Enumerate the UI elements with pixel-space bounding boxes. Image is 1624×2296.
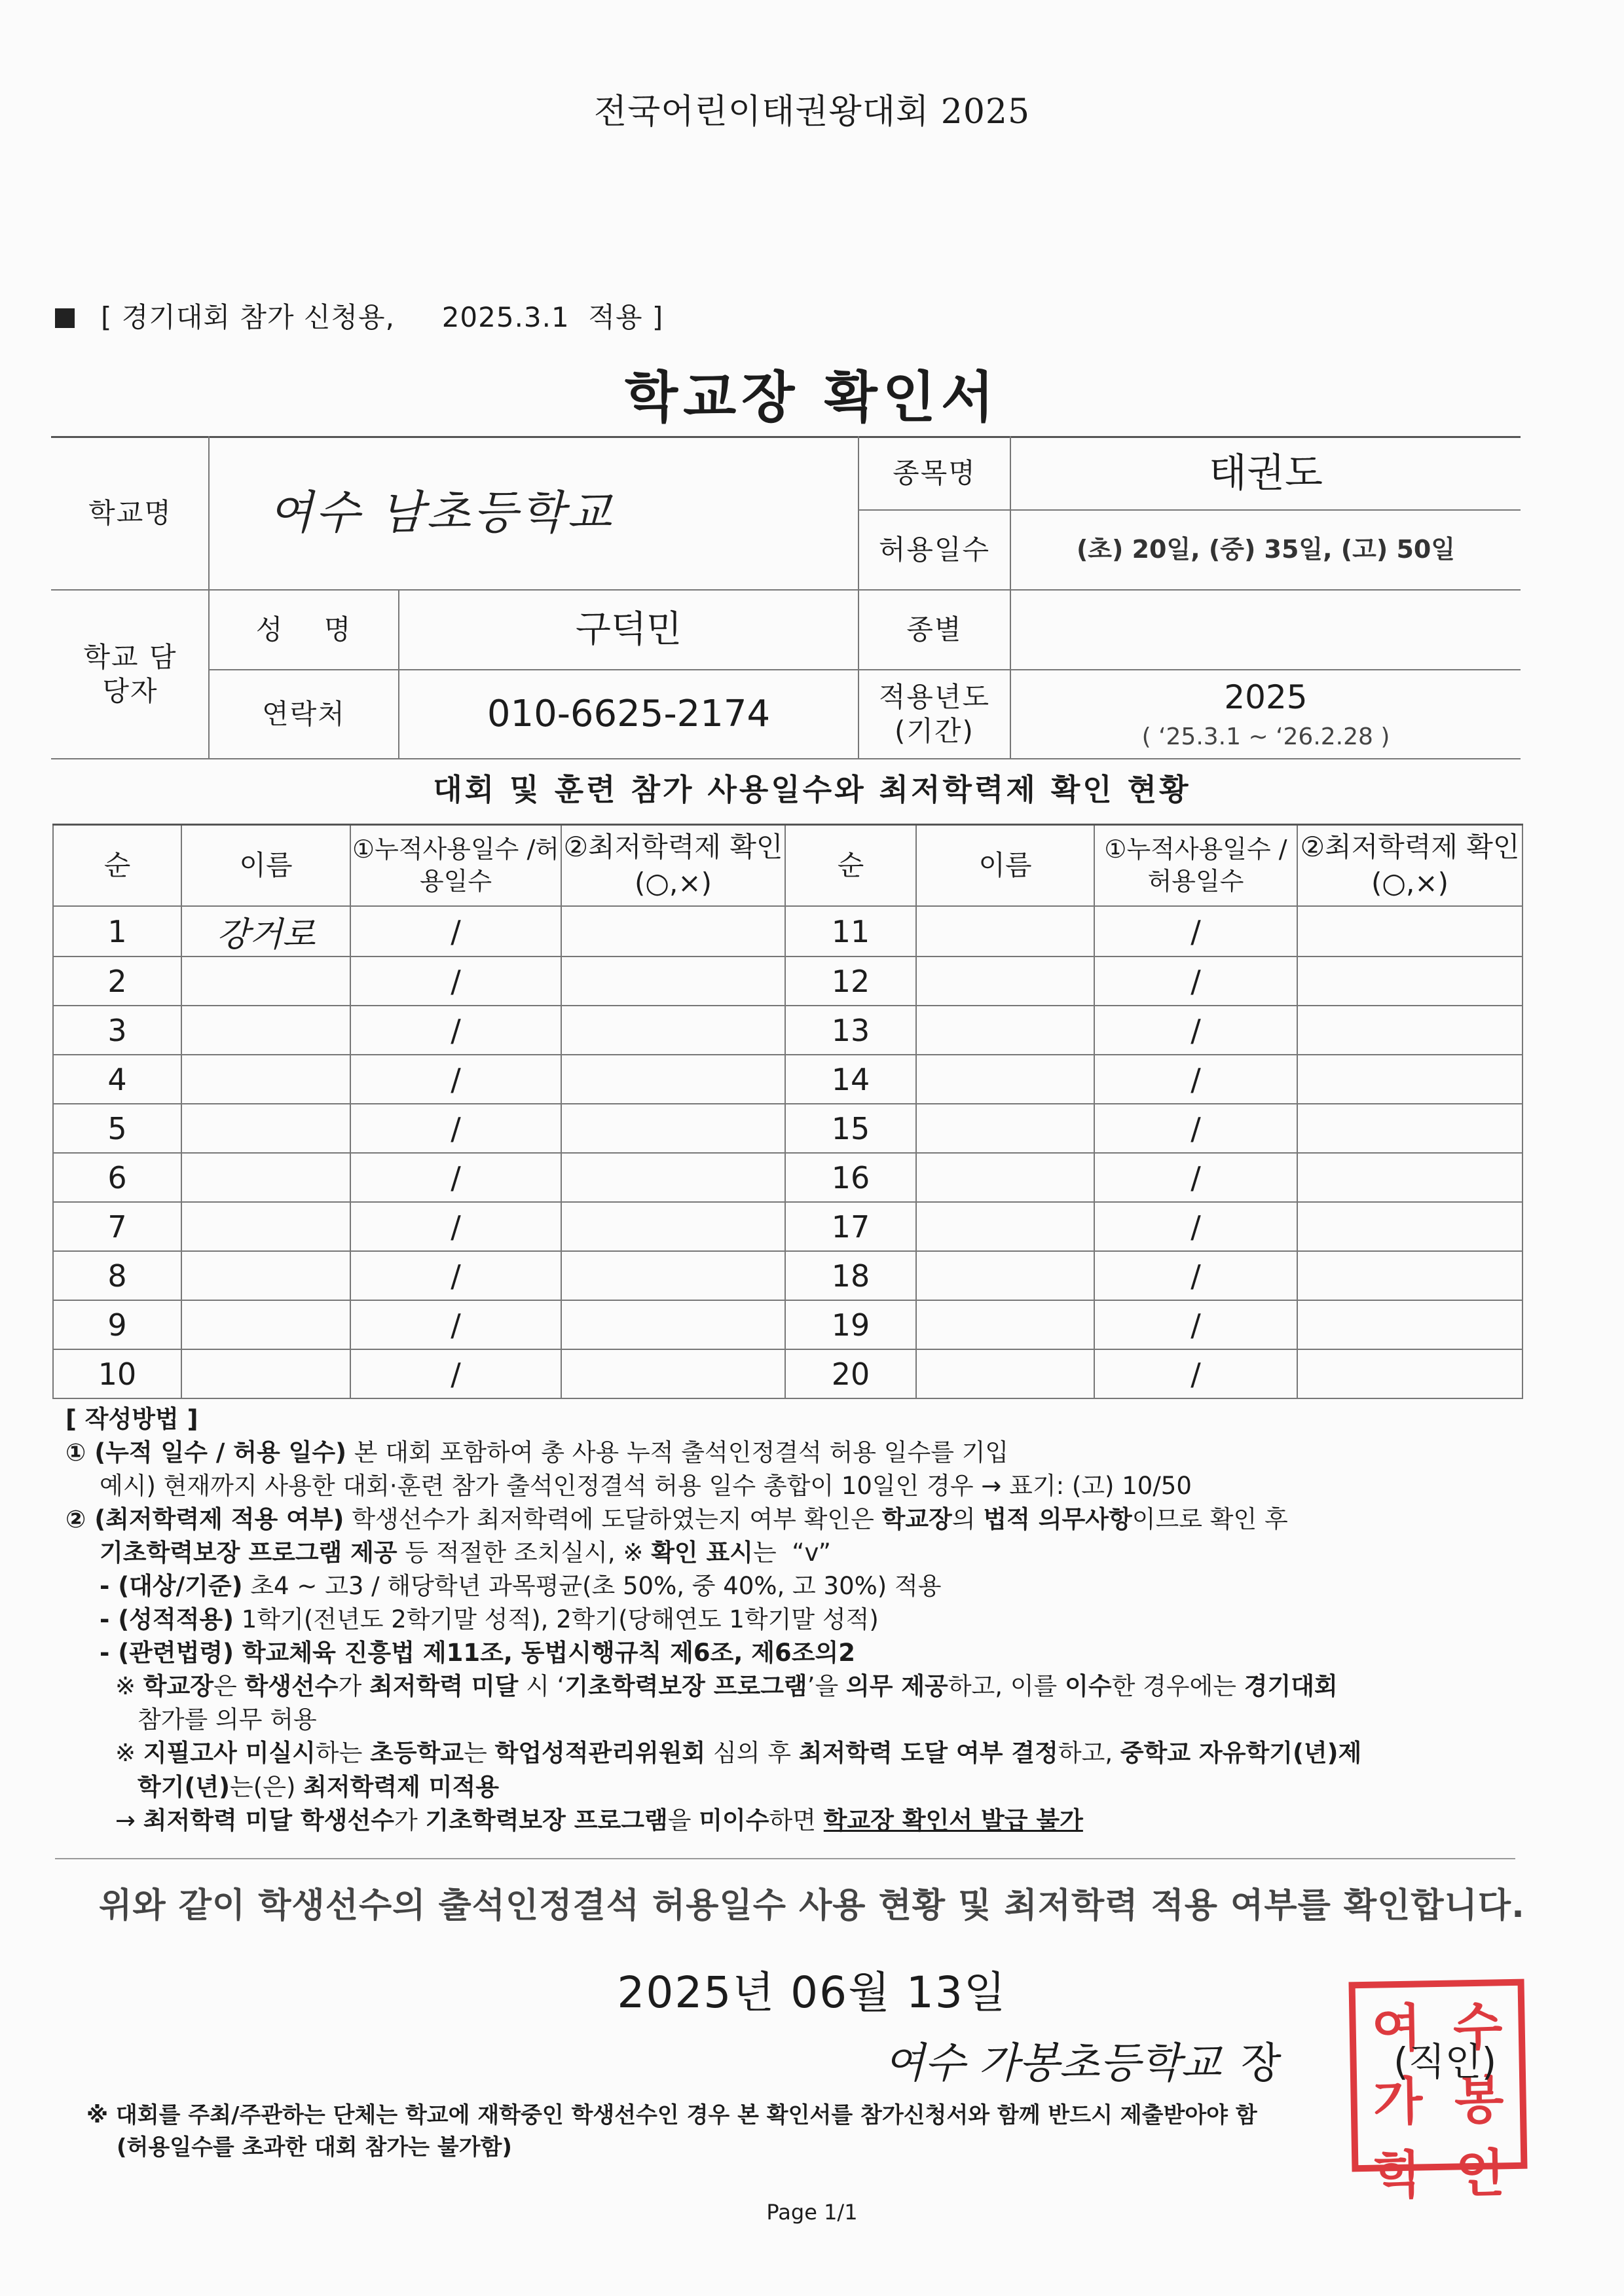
year-value: 2025 (1224, 678, 1308, 717)
header-name: 이름 (181, 825, 350, 907)
inst-1-title: ① (누적 일수 / 허용 일수) (65, 1438, 347, 1467)
student-no-cell: 12 (785, 957, 916, 1006)
header-name: 이름 (916, 825, 1094, 907)
student-no-cell: 7 (53, 1202, 181, 1251)
student-no-cell: 18 (785, 1251, 916, 1300)
table-row (53, 1349, 1522, 1398)
table-row (53, 1202, 1522, 1251)
header-no: 순 (785, 825, 916, 907)
seal-char: 봉 (1454, 2071, 1505, 2131)
student-check-cell (561, 1006, 785, 1055)
inst-bullet-law: - (관련법령) 학교체육 진흥법 제11조, 동법시행규칙 제6조, 제6조의2 (100, 1639, 855, 1667)
header-check: ②최저학력제 확인(○,×) (1297, 825, 1522, 907)
student-check-cell (561, 1153, 785, 1202)
inst-note-2: ※ 지필고사 미실시하는 초등학교는 학업성적관리위원회 심의 후 최저학력 도달 여부 결정하고, 중학교 자유학기(년)제 (115, 1739, 1362, 1768)
student-check-cell (1297, 1006, 1522, 1055)
year-period: ( ‘25.3.1 ~ ‘26.2.28 ) (1141, 723, 1390, 750)
footnote-line-1: ※ 대회를 주최/주관하는 단체는 학교에 재학중인 학생선수인 경우 본 확인서를 참가신청서와 함께 반드시 제출받아야 함 (86, 2102, 1257, 2128)
inst-bullet-grades: 1학기(전년도 2학기말 성적), 2학기(당해연도 1학기말 성적) (234, 1605, 879, 1634)
student-no-cell: 6 (53, 1153, 181, 1202)
student-no-cell: 13 (785, 1006, 916, 1055)
student-check-cell (561, 1104, 785, 1153)
table-row (53, 1104, 1522, 1153)
seal-char: 학 (1374, 2145, 1425, 2206)
inst-2-text: 확인 표시 (651, 1539, 754, 1567)
category-label: 종별 (906, 613, 963, 646)
student-no-cell: 2 (53, 957, 181, 1006)
inst-2-text: 학생선수가 최저학력에 도달하였는지 여부 확인은 (344, 1505, 882, 1534)
student-no-cell: 1 (53, 906, 181, 957)
inst-2-title: ② (최저학력제 적용 여부) (65, 1505, 344, 1534)
student-name-cell (181, 1251, 350, 1300)
student-no-cell: 8 (53, 1251, 181, 1300)
student-days-cell: / (1094, 1349, 1297, 1398)
student-name-cell (916, 1202, 1094, 1251)
student-days-cell: / (350, 1251, 561, 1300)
inst-note-2-cont: 학기(년)는(은) 최저학력제 미적용 (138, 1772, 499, 1801)
seal-char: 가 (1373, 2072, 1424, 2132)
footnote-line-2: (허용일수를 초과한 대회 참가는 불가함) (117, 2134, 512, 2161)
student-name-cell (916, 1006, 1094, 1055)
student-check-cell (1297, 957, 1522, 1006)
student-name-cell (916, 1349, 1094, 1398)
student-check-cell (561, 1202, 785, 1251)
contact-person-label: 학교 담당자 (83, 640, 177, 707)
instructions (65, 1402, 1532, 1837)
student-days-cell: / (350, 906, 561, 957)
seal-char: 인 (1455, 2144, 1506, 2204)
student-no-cell: 11 (785, 906, 916, 957)
inst-note-1: ※ 학교장은 학생선수가 최저학력 미달 시 ‘기초학력보장 프로그램’을 의무 제공하고, 이를 이수한 경우에는 경기대회 (115, 1672, 1338, 1701)
student-days-cell: / (350, 1055, 561, 1104)
student-check-cell (1297, 1153, 1522, 1202)
student-name-cell: 강거로 (181, 906, 350, 957)
student-name-cell (181, 1055, 350, 1104)
seal-char: 수 (1452, 1997, 1504, 2058)
year-label: 적용년도 (기간) (878, 680, 991, 747)
square-bullet-icon (55, 308, 75, 328)
student-days-cell: / (1094, 1055, 1297, 1104)
header-no: 순 (53, 825, 181, 907)
student-no-cell: 9 (53, 1300, 181, 1349)
student-no-cell: 20 (785, 1349, 916, 1398)
student-name-cell (181, 1202, 350, 1251)
student-no-cell: 16 (785, 1153, 916, 1202)
year-cell (1011, 670, 1521, 758)
phone-value: 010-6625-2174 (487, 693, 771, 735)
student-check-cell (1297, 1104, 1522, 1153)
signature-line (884, 2030, 1282, 2090)
student-name-cell (916, 1153, 1094, 1202)
student-days-cell: / (350, 1006, 561, 1055)
inst-arrow-note: → 최저학력 미달 학생선수가 기초학력보장 프로그램을 미이수하면 학교장 확인서 발급 불가 (115, 1806, 1083, 1834)
student-days-cell: / (350, 1153, 561, 1202)
student-days-cell: / (350, 957, 561, 1006)
student-days-cell: / (350, 1300, 561, 1349)
student-days-cell: / (1094, 1300, 1297, 1349)
table-row (53, 957, 1522, 1006)
student-days-cell: / (1094, 1153, 1297, 1202)
page-number: Page 1/1 (766, 2200, 858, 2225)
header-days: ①누적사용일수 /허용일수 (350, 825, 561, 907)
student-name-cell (916, 1055, 1094, 1104)
inst-bullet-grades: - (성적적용) (100, 1605, 234, 1634)
student-no-cell: 5 (53, 1104, 181, 1153)
student-days-cell: / (1094, 957, 1297, 1006)
applied-line-text: [ 경기대회 참가 신청용, 2025.3.1 적용 ] (101, 301, 664, 333)
divider (55, 1858, 1515, 1859)
student-check-cell (1297, 1349, 1522, 1398)
student-check-cell (1297, 1055, 1522, 1104)
inst-bullet-target: - (대상/기준) (100, 1572, 243, 1601)
inst-1-example: 예시) 현재까지 사용한 대회·훈련 참가 출석인정결석 허용 일수 총합이 10일인 경우 → 표기: (고) 10/50 (100, 1472, 1192, 1501)
instructions-heading: [ 작성방법 ] (65, 1405, 198, 1433)
student-check-cell (1297, 1300, 1522, 1349)
inst-2-text: 기초학력보장 프로그램 제공 (100, 1539, 397, 1567)
student-days-cell: / (1094, 1251, 1297, 1300)
student-name-cell (916, 957, 1094, 1006)
student-days-cell: / (350, 1104, 561, 1153)
student-no-cell: 14 (785, 1055, 916, 1104)
inst-2-text: 등 적절한 조치실시, ※ (397, 1539, 652, 1567)
seal-label: (직인) (1393, 2039, 1497, 2084)
student-days-cell: / (1094, 1104, 1297, 1153)
student-no-cell: 3 (53, 1006, 181, 1055)
student-days-cell: / (350, 1202, 561, 1251)
name-value: 구덕민 (575, 608, 682, 651)
signature-school: 여수 가봉초등학교 (884, 2039, 1221, 2088)
inst-2-text: 는 “v” (753, 1539, 831, 1567)
table-header-row (53, 825, 1522, 907)
grid-line (51, 758, 1521, 759)
student-name-cell (181, 1349, 350, 1398)
table-row (53, 1251, 1522, 1300)
section-title: 대회 및 훈련 참가 사용일수와 최저학력제 확인 현황 (433, 772, 1191, 807)
student-name-cell (181, 957, 350, 1006)
issue-date: 2025년 06월 13일 (617, 1967, 1007, 2018)
student-no-cell: 10 (53, 1349, 181, 1398)
student-name-cell (181, 1153, 350, 1202)
student-check-cell (1297, 906, 1522, 957)
student-check-cell (561, 1251, 785, 1300)
student-check-cell (561, 1300, 785, 1349)
header-days: ①누적사용일수 /허용일수 (1094, 825, 1297, 907)
student-name-cell (916, 1104, 1094, 1153)
sport-value: 태권도 (1209, 450, 1323, 496)
inst-1-text: 본 대회 포함하여 총 사용 누적 출석인정결석 허용 일수를 기입 (346, 1438, 1009, 1467)
inst-2-text: 의 (951, 1505, 984, 1534)
inst-2-text: 법적 의무사항 (983, 1505, 1132, 1534)
student-name-cell (916, 1300, 1094, 1349)
table-row (53, 1300, 1522, 1349)
allowed-days-label: 허용일수 (878, 533, 991, 566)
signature-suffix: 장 (1240, 2039, 1282, 2088)
student-check-cell (561, 1349, 785, 1398)
student-name-cell (181, 1006, 350, 1055)
inst-2-text: 학교장 (881, 1505, 952, 1534)
doc-title: 학교장 확인서 (624, 365, 1000, 429)
inst-2-text: 이므로 확인 후 (1132, 1505, 1288, 1534)
student-name-cell (181, 1104, 350, 1153)
header-check: ②최저학력제 확인(○,×) (561, 825, 785, 907)
student-days-cell: / (1094, 906, 1297, 957)
allowed-days-value: (초) 20일, (중) 35일, (고) 50일 (1076, 535, 1456, 564)
student-check-cell (1297, 1251, 1522, 1300)
category-value (1011, 591, 1521, 669)
student-no-cell: 17 (785, 1202, 916, 1251)
seal-char: 여 (1371, 1999, 1422, 2059)
student-days-cell: / (1094, 1006, 1297, 1055)
table-row (53, 1055, 1522, 1104)
name-label: 성 명 (255, 613, 352, 646)
sport-label: 종목명 (893, 456, 976, 489)
student-check-cell (561, 957, 785, 1006)
school-name-label: 학교명 (88, 496, 172, 529)
student-check-cell (561, 906, 785, 957)
student-name-cell (916, 1251, 1094, 1300)
inst-note-1-cont: 참가를 의무 허용 (138, 1705, 317, 1734)
confirm-statement: 위와 같이 학생선수의 출석인정결석 허용일수 사용 현황 및 최저학력 적용 여부를 확인합니다. (99, 1886, 1525, 1925)
applied-line (55, 296, 663, 335)
student-name-cell (181, 1300, 350, 1349)
student-no-cell: 19 (785, 1300, 916, 1349)
student-check-cell (1297, 1202, 1522, 1251)
inst-bullet-target: 초4 ~ 고3 / 해당학년 과목평균(초 50%, 중 40%, 고 30%) 적용 (242, 1572, 942, 1601)
student-table (52, 824, 1523, 1399)
event-title: 전국어린이태권왕대회 2025 (593, 92, 1031, 132)
table-row (53, 1153, 1522, 1202)
student-name-cell (916, 906, 1094, 957)
footnote (86, 2100, 1527, 2164)
student-no-cell: 4 (53, 1055, 181, 1104)
student-check-cell (561, 1055, 785, 1104)
school-name-value: 여수 남초등학교 (268, 486, 614, 540)
student-days-cell: / (1094, 1202, 1297, 1251)
student-days-cell: / (350, 1349, 561, 1398)
phone-label: 연락처 (262, 697, 346, 730)
student-no-cell: 15 (785, 1104, 916, 1153)
table-row (53, 1006, 1522, 1055)
table-row (53, 906, 1522, 957)
